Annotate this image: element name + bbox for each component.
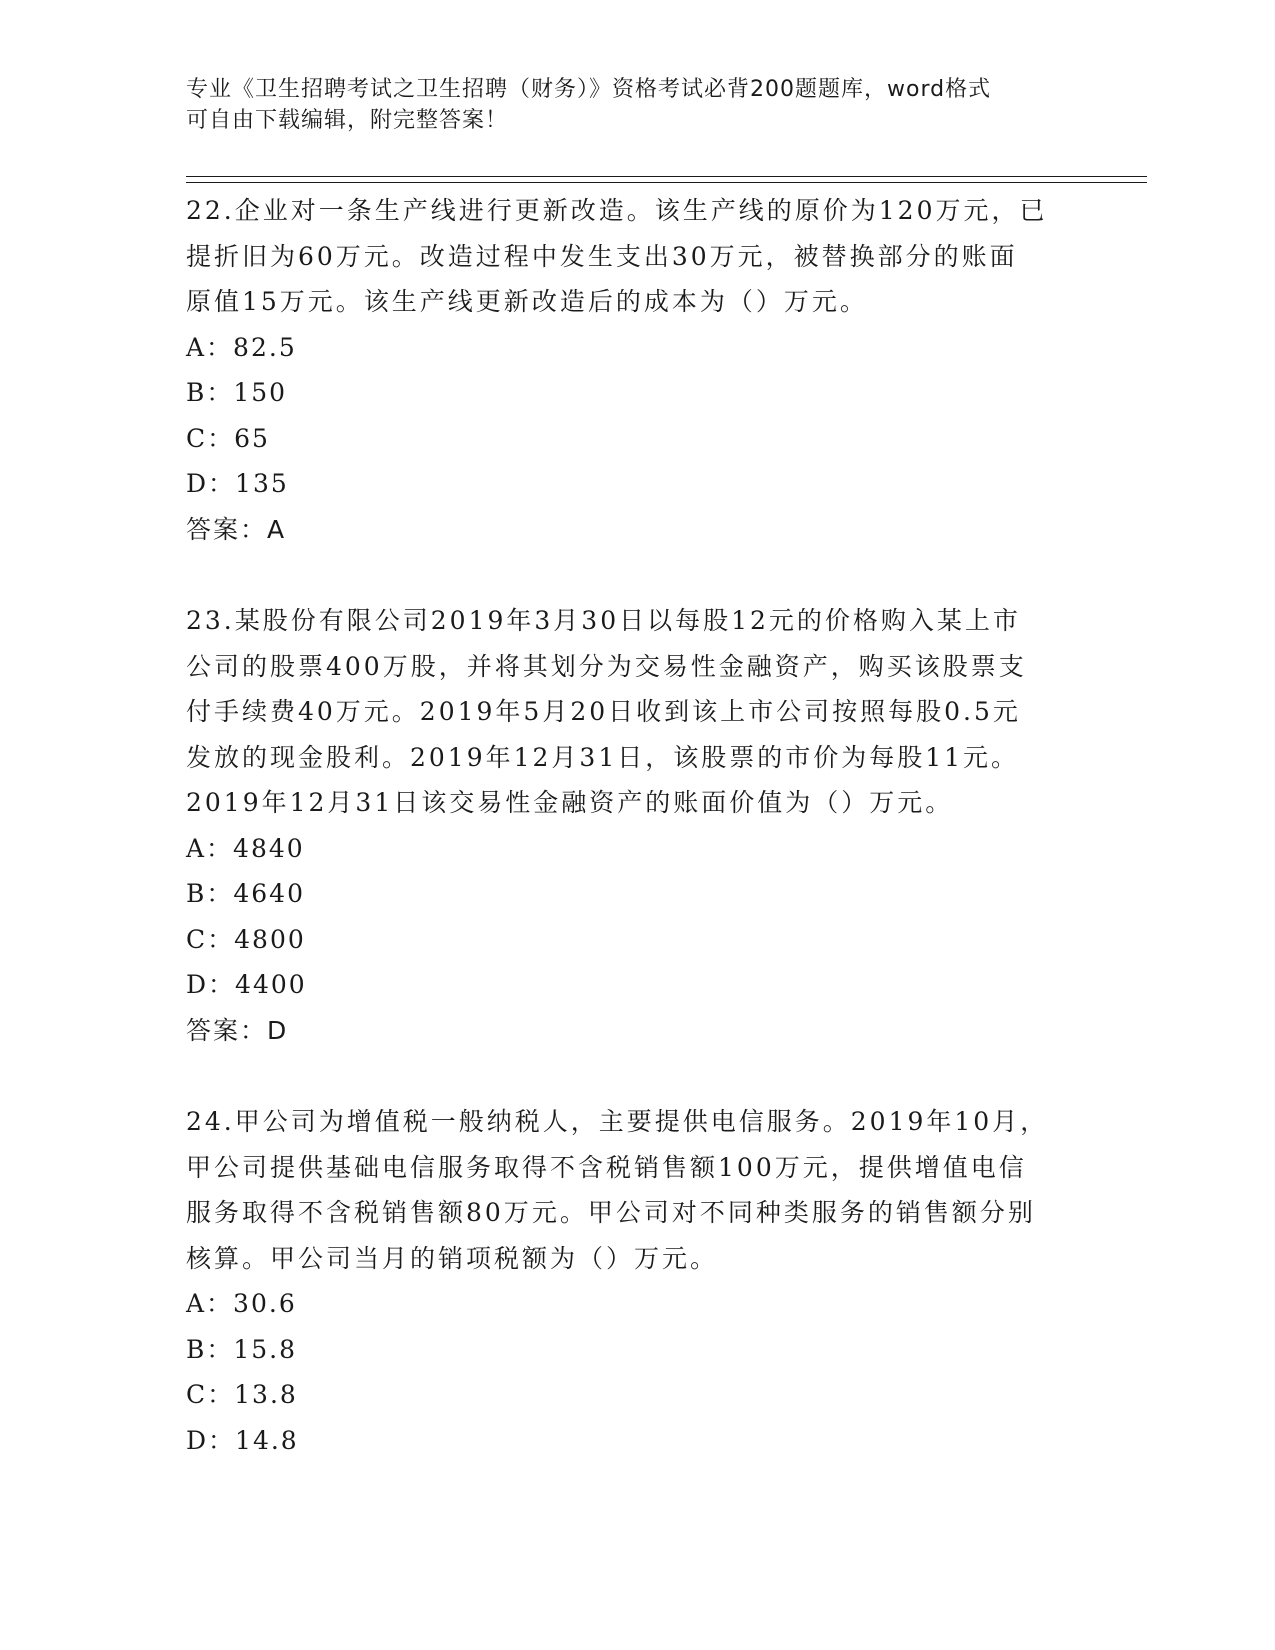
question-stem (186, 598, 1086, 826)
question-stem-line: 24.甲公司为增值税一般纳税人，主要提供电信服务。2019年10月， (186, 1107, 1049, 1136)
question-stem-line: 甲公司提供基础电信服务取得不含税销售额100万元，提供增值电信 (186, 1152, 1027, 1182)
option-list (186, 325, 1086, 507)
option-b: B：150 (186, 378, 288, 407)
question-stem-line: 23.某股份有限公司2019年3月30日以每股12元的价格购入某上市 (186, 606, 1021, 635)
option-list (186, 1281, 1086, 1463)
option-a: A：30.6 (186, 1289, 297, 1318)
option-d: D：4400 (186, 970, 307, 999)
question-22 (186, 188, 1086, 552)
option-b: B：15.8 (186, 1334, 298, 1364)
question-list (186, 188, 1086, 1463)
question-24 (186, 1099, 1086, 1463)
answer-label: 答案：D (186, 1015, 289, 1045)
question-stem-line: 原值15万元。该生产线更新改造后的成本为（）万元。 (186, 287, 868, 316)
question-stem-line: 发放的现金股利。2019年12月31日，该股票的市价为每股11元。 (186, 742, 1020, 772)
header-title-line-1: 专业《卫生招聘考试之卫生招聘（财务）》资格考试必背200题题库，word格式 (186, 77, 992, 102)
option-b: B：4640 (186, 879, 305, 908)
question-stem-line: 22.企业对一条生产线进行更新改造。该生产线的原价为120万元，已 (186, 196, 1048, 225)
option-c: C：65 (186, 423, 270, 453)
question-stem-line: 公司的股票400万股，并将其划分为交易性金融资产，购买该股票支 (186, 651, 1027, 681)
header-divider-bottom (186, 182, 1147, 183)
option-list (186, 826, 1086, 1008)
option-d: D：135 (186, 469, 289, 498)
option-a: A：4840 (186, 833, 305, 863)
question-spacer (186, 552, 1086, 598)
question-23 (186, 598, 1086, 1053)
header-title-line-2: 可自由下载编辑，附完整答案！ (186, 108, 509, 133)
option-c: C：13.8 (186, 1380, 298, 1409)
question-stem-line: 提折旧为60万元。改造过程中发生支出30万元，被替换部分的账面 (186, 241, 1018, 271)
question-stem (186, 188, 1086, 325)
header-divider-top (186, 176, 1147, 177)
question-stem-line: 付手续费40万元。2019年5月20日收到该上市公司按照每股0.5元 (186, 697, 1021, 726)
answer-label: 答案：A (186, 514, 287, 544)
option-d: D：14.8 (186, 1425, 299, 1455)
option-a: A：82.5 (186, 332, 297, 362)
question-spacer (186, 1053, 1086, 1099)
document-header (186, 74, 1066, 136)
question-stem-line: 2019年12月31日该交易性金融资产的账面价值为（）万元。 (186, 788, 954, 817)
option-c: C：4800 (186, 924, 306, 954)
question-stem-line: 核算。甲公司当月的销项税额为（）万元。 (186, 1243, 719, 1273)
question-stem-line: 服务取得不含税销售额80万元。甲公司对不同种类服务的销售额分别 (186, 1198, 1036, 1227)
question-stem (186, 1099, 1086, 1281)
